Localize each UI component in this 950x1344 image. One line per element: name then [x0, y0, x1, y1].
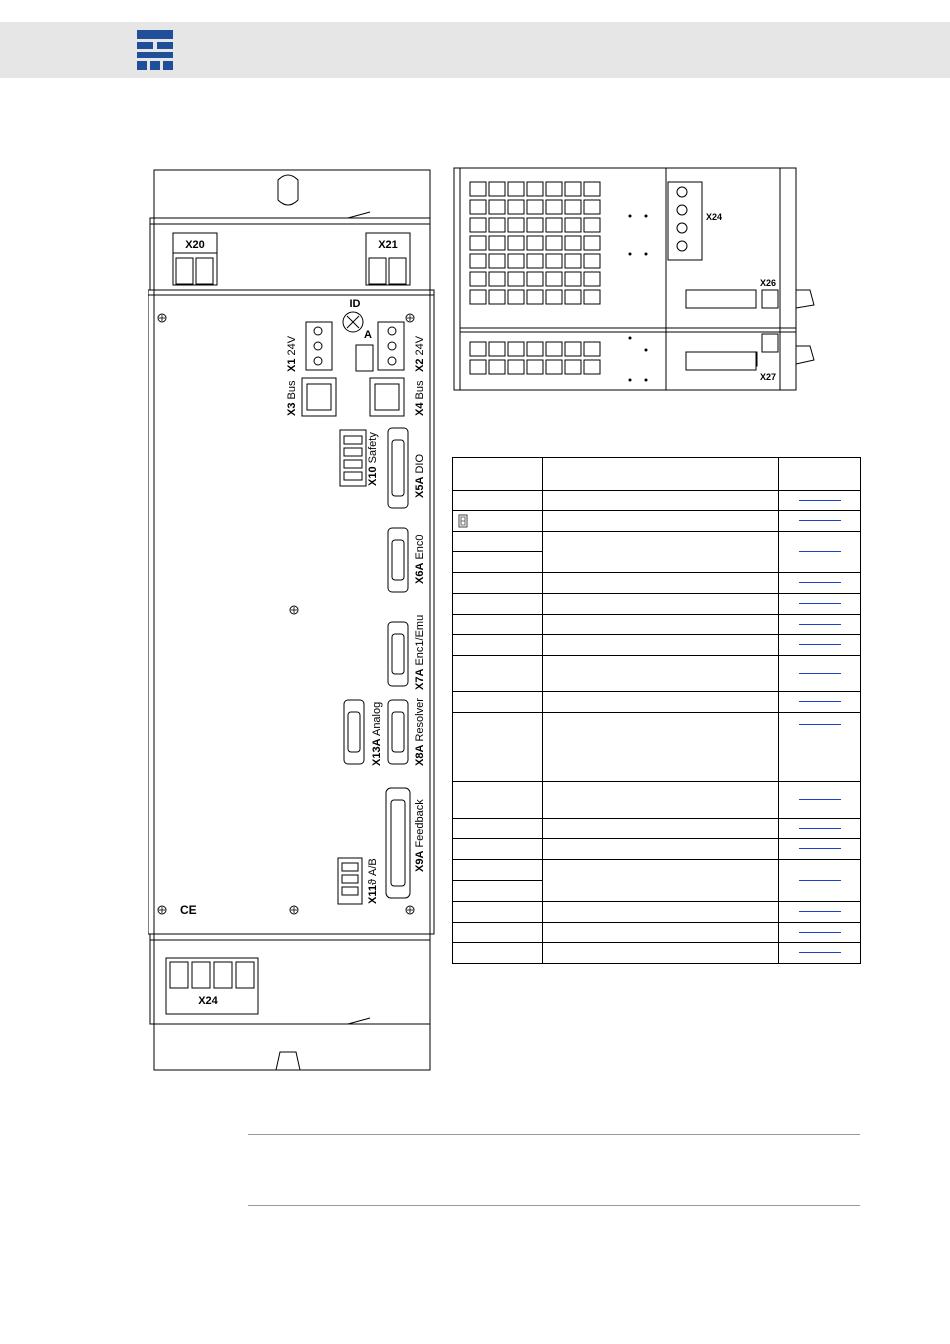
- table-row: [453, 573, 861, 594]
- vent-slot: [489, 236, 505, 250]
- vent-slot: [508, 200, 524, 214]
- table-cell: [779, 923, 861, 943]
- table-cell: [453, 692, 543, 713]
- divider-line: [248, 1205, 860, 1206]
- table-cell: [543, 511, 779, 532]
- page-reference-link[interactable]: [799, 582, 841, 583]
- table-cell: [543, 615, 779, 635]
- table-cell: [779, 819, 861, 839]
- vent-slot: [584, 342, 600, 356]
- page-reference-link[interactable]: [799, 799, 841, 800]
- vent-slot: [508, 272, 524, 286]
- vent-slot: [489, 290, 505, 304]
- vent-slot: [527, 236, 543, 250]
- seven-segment-display: [356, 345, 373, 371]
- table-cell: [779, 511, 861, 532]
- front-view-drawing: [148, 160, 438, 1080]
- vent-slot: [565, 182, 581, 196]
- vent-slot: [489, 254, 505, 268]
- table-cell: [543, 594, 779, 615]
- x13a-analog-label: X13A Analog: [371, 701, 383, 766]
- page-reference-link[interactable]: [799, 911, 841, 912]
- vent-slot: [470, 254, 486, 268]
- divider-line: [248, 1134, 860, 1135]
- vent-slot: [470, 272, 486, 286]
- table-cell: [453, 511, 543, 532]
- vent-slot: [546, 182, 562, 196]
- table-cell: [779, 532, 861, 573]
- page-reference-link[interactable]: [799, 624, 841, 625]
- page-reference-link[interactable]: [799, 828, 841, 829]
- table-cell: [543, 839, 779, 860]
- x10-safety-label: X10 Safety: [367, 432, 379, 486]
- page-reference-link[interactable]: [799, 724, 841, 725]
- vent-slot: [584, 290, 600, 304]
- table-cell: [453, 656, 543, 692]
- vent-slot: [527, 254, 543, 268]
- side-x26-connector: [686, 290, 778, 308]
- table-cell: [453, 615, 543, 635]
- table-cell: [779, 943, 861, 964]
- vent-slot: [489, 218, 505, 232]
- vent-slot: [584, 182, 600, 196]
- table-row: [453, 923, 861, 943]
- vent-slot: [527, 218, 543, 232]
- x5a-dio-connector: [388, 428, 408, 508]
- table-row: [453, 491, 861, 511]
- x4-bus-label: X4 Bus: [414, 380, 426, 416]
- table-cell: [543, 635, 779, 656]
- table-header-cell: [543, 458, 779, 491]
- side-view-drawing: [450, 160, 830, 400]
- page-reference-link[interactable]: [799, 673, 841, 674]
- x3-rj45-jack: [302, 378, 336, 416]
- page-reference-link[interactable]: [799, 848, 841, 849]
- table-cell: [543, 491, 779, 511]
- table-cell: [543, 532, 779, 573]
- table-cell: [543, 713, 779, 782]
- vent-slot: [489, 342, 505, 356]
- vent-slot: [470, 290, 486, 304]
- table-row: [453, 943, 861, 964]
- table-cell: [453, 713, 543, 782]
- vent-slot: [470, 342, 486, 356]
- x11-terminal: [338, 858, 362, 904]
- side-x24-terminal: [668, 182, 702, 260]
- x2-terminal: [378, 322, 404, 370]
- table-header-cell: [453, 458, 543, 491]
- table-row: [453, 511, 861, 532]
- vent-slot: [527, 290, 543, 304]
- table-cell: [779, 692, 861, 713]
- table-cell: [453, 491, 543, 511]
- table-header-row: [453, 458, 861, 491]
- table-cell: [779, 615, 861, 635]
- table-cell: [453, 902, 543, 923]
- vent-slot: [508, 236, 524, 250]
- vent-slot: [489, 182, 505, 196]
- ce-mark: CE: [180, 903, 197, 917]
- x9a-feedback-label: X9A Feedback: [414, 799, 426, 872]
- x1-terminal: [306, 322, 332, 370]
- table-cell: [543, 923, 779, 943]
- vent-slot: [508, 182, 524, 196]
- page-reference-link[interactable]: [799, 880, 841, 881]
- vent-slot: [470, 236, 486, 250]
- table-row: [453, 615, 861, 635]
- vent-slot: [489, 200, 505, 214]
- vent-slot: [565, 290, 581, 304]
- x8a-resolver-label: X8A Resolver: [414, 698, 426, 766]
- table-cell: [453, 635, 543, 656]
- vent-slot: [546, 360, 562, 374]
- table-cell: [779, 594, 861, 615]
- vent-slot: [565, 236, 581, 250]
- vent-slot: [508, 218, 524, 232]
- table-cell: [779, 656, 861, 692]
- vent-slot: [508, 254, 524, 268]
- table-cell: [779, 902, 861, 923]
- table-row: [453, 860, 861, 881]
- x20-label: X20: [185, 239, 205, 251]
- table-cell: [453, 532, 543, 552]
- vent-slot: [584, 272, 600, 286]
- vent-slot: [470, 200, 486, 214]
- vent-slot: [565, 360, 581, 374]
- page-reference-link[interactable]: [799, 551, 841, 552]
- x21-label: X21: [378, 239, 398, 251]
- table-row: [453, 839, 861, 860]
- table-cell: [779, 713, 861, 782]
- table-cell: [779, 491, 861, 511]
- table-row: [453, 782, 861, 819]
- vent-slot: [546, 272, 562, 286]
- vent-slot: [565, 254, 581, 268]
- table-cell: [453, 860, 543, 881]
- table-row: [453, 532, 861, 552]
- table-cell: [779, 573, 861, 594]
- x4-rj45-jack: [370, 378, 404, 416]
- side-x24-label: X24: [706, 212, 723, 222]
- vent-slot: [546, 254, 562, 268]
- page-reference-link[interactable]: [799, 644, 841, 645]
- table-cell: [779, 782, 861, 819]
- vent-slot: [565, 218, 581, 232]
- table-cell: [543, 819, 779, 839]
- x13a-analog-connector: [344, 700, 364, 764]
- vent-slot: [527, 360, 543, 374]
- table-cell: [453, 839, 543, 860]
- x6a-enc0-connector: [388, 528, 408, 592]
- table-row: [453, 713, 861, 782]
- side-x26-label: X26: [760, 278, 777, 288]
- page-reference-link[interactable]: [799, 603, 841, 604]
- x1-24v-label: X1 24V: [286, 335, 298, 372]
- table-cell: [779, 839, 861, 860]
- x3-bus-label: X3 Bus: [286, 380, 298, 416]
- vent-slot: [546, 218, 562, 232]
- x9a-feedback-connector: [386, 788, 410, 898]
- table-cell: [453, 573, 543, 594]
- vent-slot: [470, 360, 486, 374]
- x10-safety-terminal: [340, 430, 366, 486]
- table-cell: [543, 902, 779, 923]
- vent-slot: [527, 272, 543, 286]
- page-reference-link[interactable]: [799, 500, 841, 501]
- vent-slot: [546, 290, 562, 304]
- vent-slot: [546, 236, 562, 250]
- table-cell: [453, 923, 543, 943]
- vent-slot: [546, 200, 562, 214]
- vent-slot: [470, 182, 486, 196]
- page-reference-link[interactable]: [799, 520, 841, 521]
- table-cell: [543, 943, 779, 964]
- table-cell: [779, 860, 861, 902]
- x11-ab-label: X11ϑ A/B: [367, 858, 379, 904]
- vent-slot: [584, 200, 600, 214]
- table-row: [453, 594, 861, 615]
- table-row: [453, 902, 861, 923]
- vent-slot: [508, 342, 524, 356]
- page-reference-link[interactable]: [799, 701, 841, 702]
- connector-table: [452, 457, 861, 964]
- vent-slot: [527, 342, 543, 356]
- page-reference-link[interactable]: [799, 932, 841, 933]
- x5a-dio-label: X5A DIO: [414, 453, 426, 498]
- table-row: [453, 635, 861, 656]
- vent-slot: [584, 236, 600, 250]
- x7a-enc1-connector: [388, 622, 408, 686]
- a-label: A: [364, 329, 372, 341]
- vent-slot: [508, 290, 524, 304]
- vent-slot: [565, 272, 581, 286]
- table-header-cell: [779, 458, 861, 491]
- vent-slot: [489, 360, 505, 374]
- vent-slot: [508, 360, 524, 374]
- vent-slot: [527, 200, 543, 214]
- vent-slot: [584, 360, 600, 374]
- table-cell: [543, 656, 779, 692]
- vent-slot: [489, 272, 505, 286]
- x2-24v-label: X2 24V: [414, 335, 426, 372]
- table-row: [453, 656, 861, 692]
- id-label: ID: [349, 298, 361, 310]
- page-reference-link[interactable]: [799, 952, 841, 953]
- side-x27-connector: [686, 334, 778, 370]
- vent-slot: [527, 182, 543, 196]
- vent-slot: [584, 254, 600, 268]
- table-cell: [453, 943, 543, 964]
- x24-label: X24: [198, 995, 218, 1007]
- table-cell: [453, 819, 543, 839]
- x8a-resolver-connector: [388, 700, 408, 764]
- table-cell: [543, 782, 779, 819]
- table-cell: [543, 692, 779, 713]
- x6a-enc0-label: X6A Enc0: [414, 534, 426, 584]
- table-cell: [543, 860, 779, 902]
- table-row: [453, 692, 861, 713]
- table-cell: [453, 552, 543, 573]
- vent-slot: [546, 342, 562, 356]
- table-row: [453, 819, 861, 839]
- table-cell: [453, 782, 543, 819]
- side-x27-label: X27: [760, 372, 777, 382]
- vent-slot: [584, 218, 600, 232]
- table-cell: [453, 881, 543, 902]
- vent-slot: [470, 218, 486, 232]
- table-cell: [779, 635, 861, 656]
- vent-slot: [565, 342, 581, 356]
- seven-segment-icon: [458, 514, 468, 528]
- vent-slot: [565, 200, 581, 214]
- table-cell: [453, 594, 543, 615]
- company-logo-icon: [137, 30, 173, 70]
- table-cell: [543, 573, 779, 594]
- x7a-enc1-emu-label: X7A Enc1/Emu: [414, 614, 426, 690]
